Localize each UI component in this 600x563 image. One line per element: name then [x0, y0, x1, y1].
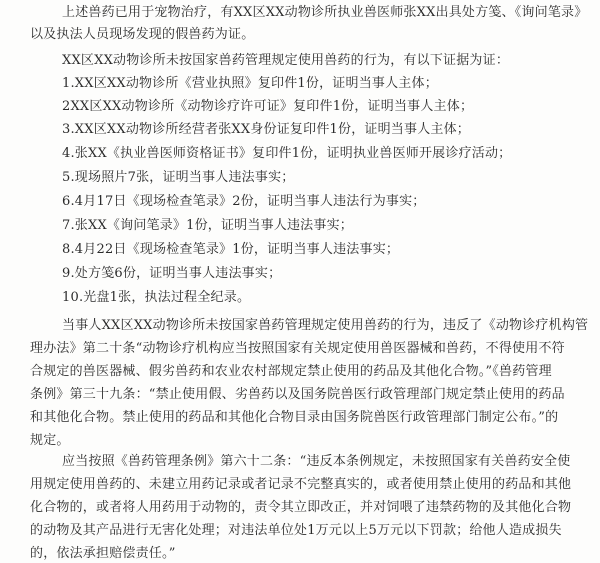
- penalty-paragraph-line: 应当按照《兽药管理条例》第六十二条：“违反本条例规定，未按照国家有关兽药安全使: [62, 454, 571, 469]
- law-paragraph-line: 规定。: [30, 433, 70, 448]
- evidence-item: 1.XX区XX动物诊所《营业执照》复印件1份，证明当事人主体；: [62, 76, 438, 91]
- intro-line-2: 以及执法人员现场发现的假兽药为证。: [30, 27, 255, 42]
- evidence-item: 6.4月17日《现场检查笔录》2份，证明当事人违法行为事实；: [62, 194, 426, 209]
- penalty-paragraph-line: 化合物的，或者将人用药用于动物的，责令其立即改正，并对饲喂了违禁药物的及其他化合物: [30, 500, 572, 515]
- penalty-paragraph-line: 的动物及其产品进行无害化处理；对违法单位处1万元以上5万元以下罚款；给他人造成损失: [30, 523, 562, 538]
- evidence-item: 5.现场照片7张，证明当事人违法事实；: [62, 170, 295, 185]
- law-paragraph-line: 理办法》第二十条“动物诊疗机构应当按照国家有关规定使用兽医器械和兽药，不得使用不符: [30, 341, 565, 356]
- law-paragraph-line: 和其他化合物。禁止使用的药品和其他化合物目录由国务院兽医行政管理部门制定公布。”的: [30, 410, 559, 425]
- evidence-item: 10.光盘1张，执法过程全纪录。: [62, 290, 251, 305]
- law-paragraph-line: 条例》第三十九条：“禁止使用假、劣兽药以及国务院兽医行政管理部门规定禁止使用的药品: [30, 387, 565, 402]
- evidence-item: 4.张XX《执业兽医师资格证书》复印件1份，证明执业兽医师开展诊疗活动；: [62, 146, 512, 161]
- penalty-paragraph-line: 用规定使用兽药的、未建立用药记录或者记录不完整真实的，或者使用禁止使用的药品和其他: [30, 477, 572, 492]
- evidence-item: 3.XX区XX动物诊所经营者张XX身份证复印件1份，证明当事人主体；: [62, 122, 471, 137]
- penalty-paragraph-line: 的，依法承担赔偿责任。”: [30, 546, 176, 561]
- law-paragraph-line: 当事人XX区XX动物诊所未按国家兽药管理规定使用兽药的行为，违反了《动物诊疗机构管: [62, 318, 589, 333]
- intro-line-1: 上述兽药已用于宠物治疗，有XX区XX动物诊所执业兽医师张XX出具处方笺、《询问笔录》: [62, 5, 588, 20]
- evidence-item: 8.4月22日《现场检查笔录》1份，证明当事人违法事实；: [62, 242, 400, 257]
- evidence-item: 2XX区XX动物诊所《动物诊疗许可证》复印件1份，证明当事人主体；: [62, 99, 474, 114]
- evidence-item: 9.处方笺6份，证明当事人违法事实；: [62, 266, 282, 281]
- evidence-item: 7.张XX《询问笔录》1份，证明当事人违法事实；: [62, 218, 353, 233]
- law-paragraph-line: 合规定的兽医器械、假劣兽药和农业农村部规定禁止使用的药品及其他化合物。”《兽药管理: [30, 364, 552, 379]
- evidence-heading: XX区XX动物诊所未按国家兽药管理规定使用兽药的行为，有以下证据为证：: [62, 53, 510, 68]
